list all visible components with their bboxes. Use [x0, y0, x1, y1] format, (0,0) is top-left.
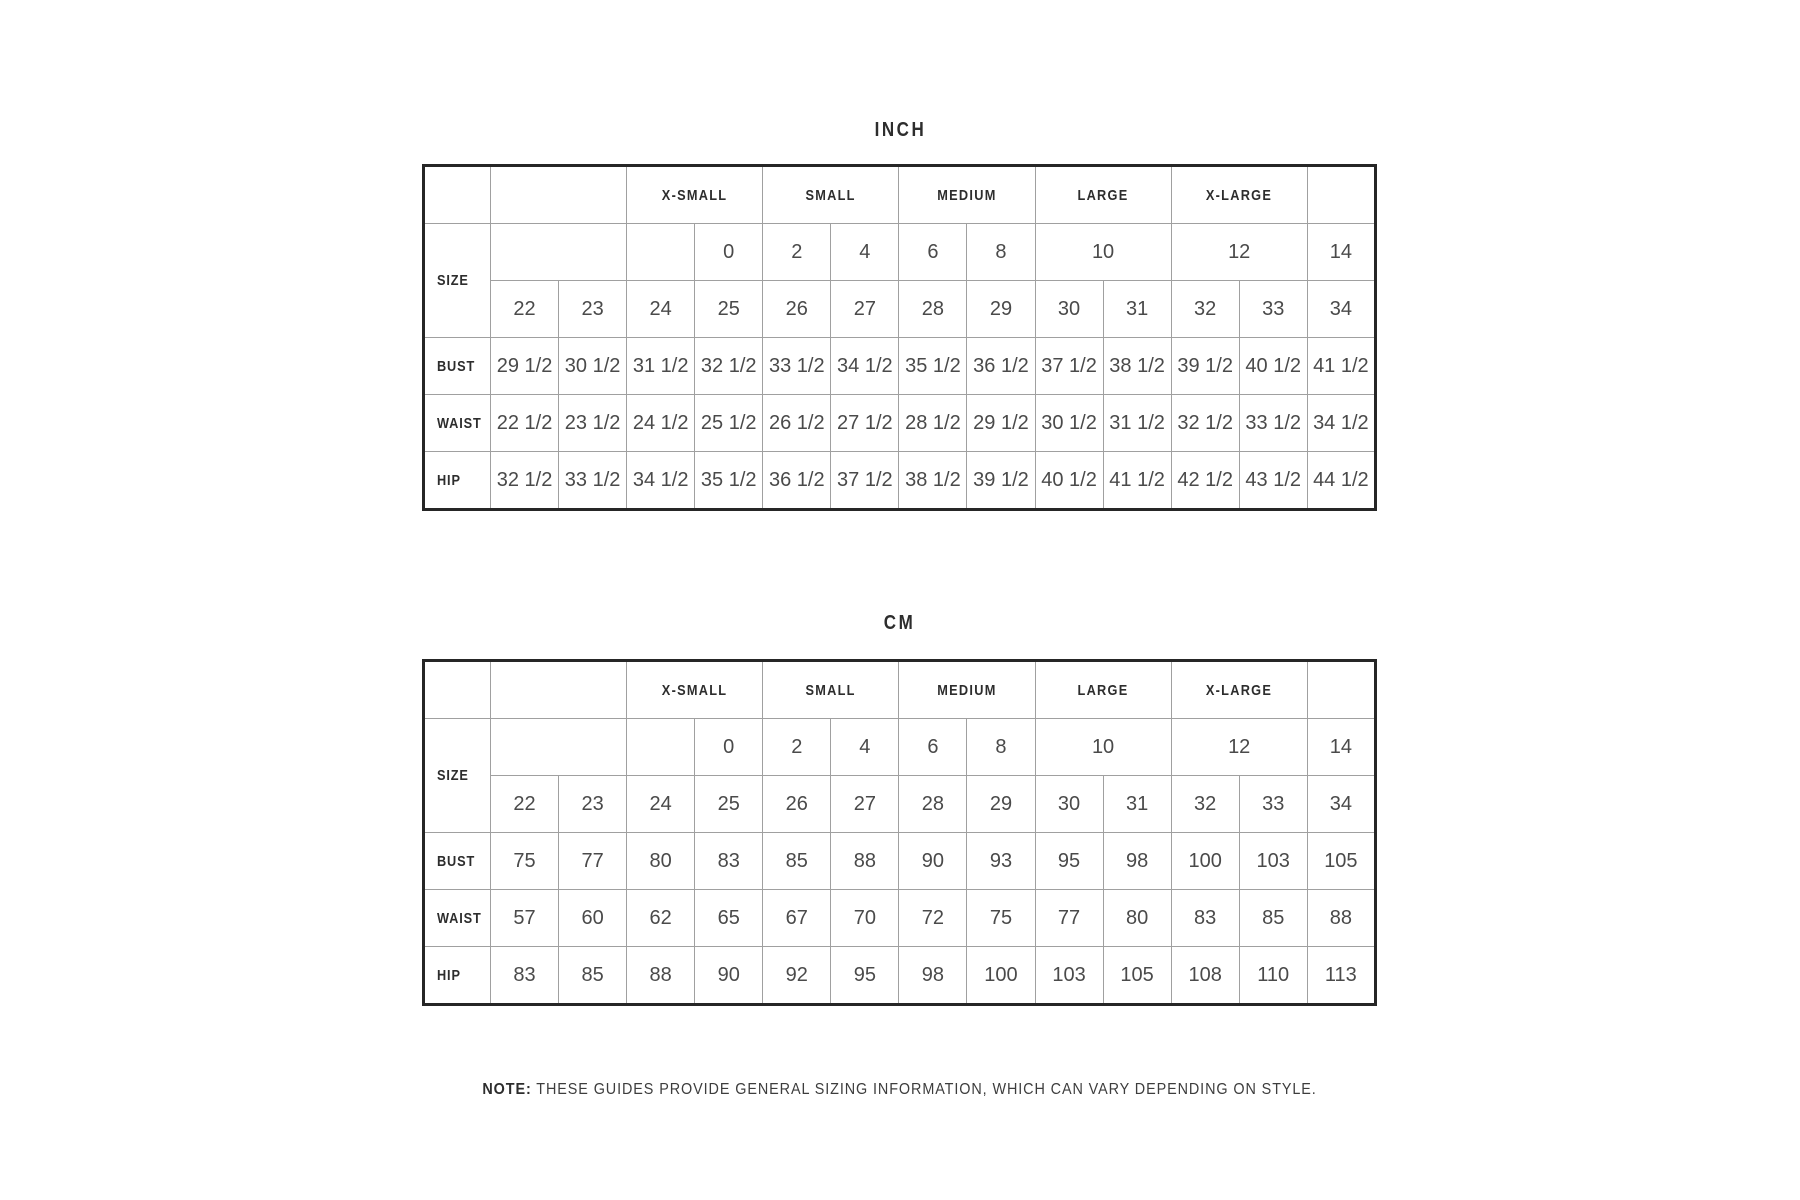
measurement-cell: 31 1/2	[1103, 395, 1171, 452]
measurement-row	[424, 452, 1376, 510]
measurement-cell: 83	[491, 947, 559, 1005]
size-cell: 30	[1035, 776, 1103, 833]
measurement-cell: 108	[1171, 947, 1239, 1005]
measurement-cell: 37 1/2	[831, 452, 899, 510]
measurement-cell: 75	[967, 890, 1035, 947]
measurement-cell: 60	[559, 890, 627, 947]
measurement-cell: 23 1/2	[559, 395, 627, 452]
measurement-label: HIP	[437, 471, 461, 489]
size-label: SIZE	[437, 272, 469, 289]
measurement-cell: 95	[831, 947, 899, 1005]
group-header-small	[763, 661, 899, 719]
measurement-cell: 29 1/2	[967, 395, 1035, 452]
measurement-label: WAIST	[437, 414, 482, 432]
measurement-cell: 67	[763, 890, 831, 947]
measurement-cell: 27 1/2	[831, 395, 899, 452]
measurement-row	[424, 890, 1376, 947]
group-header-large	[1035, 661, 1171, 719]
size-cell: 28	[899, 281, 967, 338]
row-label-size	[424, 224, 491, 338]
note-label: NOTE:	[482, 1081, 533, 1098]
size-cell: 33	[1239, 281, 1307, 338]
measurement-cell: 30 1/2	[1035, 395, 1103, 452]
numeric-size-cell: 6	[899, 719, 967, 776]
measurement-label: HIP	[437, 966, 461, 984]
measurement-cell: 25 1/2	[695, 395, 763, 452]
measurement-cell: 110	[1239, 947, 1307, 1005]
measurement-cell: 30 1/2	[559, 338, 627, 395]
group-header-large	[1035, 166, 1171, 224]
measurement-cell: 33 1/2	[763, 338, 831, 395]
measurement-cell: 77	[559, 833, 627, 890]
measurement-cell: 32 1/2	[695, 338, 763, 395]
size-cell: 29	[967, 776, 1035, 833]
numeric-size-cell: 8	[967, 719, 1035, 776]
group-header-label: X-SMALL	[661, 681, 728, 699]
corner-cell	[424, 166, 491, 224]
measurement-cell: 39 1/2	[1171, 338, 1239, 395]
numeric-size-row	[424, 224, 1376, 281]
measurement-cell: 40 1/2	[1035, 452, 1103, 510]
measurement-cell: 103	[1035, 947, 1103, 1005]
inch-table-container	[422, 164, 1379, 511]
group-header-label: SMALL	[805, 681, 856, 699]
measurement-cell: 43 1/2	[1239, 452, 1307, 510]
numeric-size-cell: 4	[831, 719, 899, 776]
size-cell: 26	[763, 776, 831, 833]
inch-title-text: INCH	[874, 119, 926, 141]
size-cell: 31	[1103, 281, 1171, 338]
size-cell: 34	[1307, 776, 1375, 833]
blank-cell	[627, 719, 695, 776]
measurement-cell: 41 1/2	[1307, 338, 1375, 395]
size-cell: 27	[831, 776, 899, 833]
group-header-blank	[1307, 661, 1375, 719]
measurement-cell: 88	[1307, 890, 1375, 947]
measurement-cell: 105	[1103, 947, 1171, 1005]
blank-cell	[491, 719, 627, 776]
numeric-size-cell: 0	[695, 719, 763, 776]
measurement-row	[424, 395, 1376, 452]
size-cell: 34	[1307, 281, 1375, 338]
numeric-size-cell: 8	[967, 224, 1035, 281]
size-table-cm	[422, 659, 1377, 1006]
numeric-size-row	[424, 719, 1376, 776]
measurement-cell: 28 1/2	[899, 395, 967, 452]
size-cell: 30	[1035, 281, 1103, 338]
numeric-size-cell: 6	[899, 224, 967, 281]
group-header-label: LARGE	[1077, 186, 1129, 204]
group-header-label: LARGE	[1077, 681, 1129, 699]
size-cell: 23	[559, 776, 627, 833]
cm-table-container	[422, 659, 1379, 1006]
measurement-row	[424, 338, 1376, 395]
group-header-label: X-LARGE	[1206, 681, 1273, 699]
measurement-cell: 95	[1035, 833, 1103, 890]
measurement-cell: 29 1/2	[491, 338, 559, 395]
cm-table-title	[0, 613, 1800, 633]
size-number-row	[424, 281, 1376, 338]
measurement-cell: 40 1/2	[1239, 338, 1307, 395]
measurement-cell: 22 1/2	[491, 395, 559, 452]
measurement-cell: 72	[899, 890, 967, 947]
group-header-blank	[491, 661, 627, 719]
measurement-cell: 24 1/2	[627, 395, 695, 452]
measurement-cell: 36 1/2	[967, 338, 1035, 395]
measurement-cell: 98	[899, 947, 967, 1005]
row-label-bust	[424, 338, 491, 395]
blank-cell	[491, 224, 627, 281]
note	[0, 1082, 1800, 1098]
measurement-cell: 42 1/2	[1171, 452, 1239, 510]
measurement-cell: 26 1/2	[763, 395, 831, 452]
measurement-cell: 75	[491, 833, 559, 890]
group-header-label: X-SMALL	[661, 186, 728, 204]
size-number-row	[424, 776, 1376, 833]
measurement-cell: 103	[1239, 833, 1307, 890]
numeric-size-cell: 4	[831, 224, 899, 281]
blank-cell	[627, 224, 695, 281]
group-header-label: MEDIUM	[937, 681, 997, 699]
group-header-label: X-LARGE	[1206, 186, 1273, 204]
numeric-size-cell: 0	[695, 224, 763, 281]
measurement-cell: 36 1/2	[763, 452, 831, 510]
measurement-cell: 38 1/2	[899, 452, 967, 510]
size-cell: 24	[627, 281, 695, 338]
measurement-row	[424, 947, 1376, 1005]
row-label-hip	[424, 947, 491, 1005]
row-label-hip	[424, 452, 491, 510]
measurement-cell: 83	[1171, 890, 1239, 947]
group-header-blank	[1307, 166, 1375, 224]
size-cell: 27	[831, 281, 899, 338]
size-cell: 33	[1239, 776, 1307, 833]
measurement-cell: 33 1/2	[1239, 395, 1307, 452]
group-header-row	[424, 166, 1376, 224]
measurement-cell: 80	[627, 833, 695, 890]
size-cell: 22	[491, 281, 559, 338]
size-label: SIZE	[437, 767, 469, 784]
inch-table-title	[0, 120, 1800, 140]
group-header-medium	[899, 166, 1035, 224]
measurement-cell: 38 1/2	[1103, 338, 1171, 395]
group-header-x-small	[627, 166, 763, 224]
measurement-cell: 39 1/2	[967, 452, 1035, 510]
numeric-size-cell: 14	[1307, 719, 1375, 776]
measurement-cell: 90	[695, 947, 763, 1005]
numeric-size-cell: 10	[1035, 719, 1171, 776]
measurement-cell: 33 1/2	[559, 452, 627, 510]
row-label-waist	[424, 395, 491, 452]
measurement-cell: 98	[1103, 833, 1171, 890]
size-cell: 31	[1103, 776, 1171, 833]
measurement-cell: 100	[1171, 833, 1239, 890]
numeric-size-cell: 14	[1307, 224, 1375, 281]
group-header-x-large	[1171, 661, 1307, 719]
measurement-cell: 34 1/2	[831, 338, 899, 395]
size-cell: 24	[627, 776, 695, 833]
group-header-small	[763, 166, 899, 224]
group-header-blank	[491, 166, 627, 224]
measurement-cell: 105	[1307, 833, 1375, 890]
group-header-label: SMALL	[805, 186, 856, 204]
measurement-cell: 85	[763, 833, 831, 890]
measurement-cell: 77	[1035, 890, 1103, 947]
size-table-inch	[422, 164, 1377, 511]
size-cell: 32	[1171, 776, 1239, 833]
measurement-cell: 85	[1239, 890, 1307, 947]
measurement-cell: 44 1/2	[1307, 452, 1375, 510]
measurement-cell: 57	[491, 890, 559, 947]
measurement-cell: 35 1/2	[695, 452, 763, 510]
group-header-label: MEDIUM	[937, 186, 997, 204]
row-label-bust	[424, 833, 491, 890]
row-label-waist	[424, 890, 491, 947]
numeric-size-cell: 12	[1171, 224, 1307, 281]
measurement-row	[424, 833, 1376, 890]
measurement-cell: 37 1/2	[1035, 338, 1103, 395]
measurement-cell: 32 1/2	[491, 452, 559, 510]
corner-cell	[424, 661, 491, 719]
note-text: THESE GUIDES PROVIDE GENERAL SIZING INFORMATION, WHICH CAN VARY DEPENDING ON STYLE.	[532, 1081, 1318, 1098]
measurement-cell: 88	[627, 947, 695, 1005]
measurement-cell: 83	[695, 833, 763, 890]
measurement-cell: 34 1/2	[1307, 395, 1375, 452]
note-inner	[483, 1082, 1317, 1098]
measurement-cell: 70	[831, 890, 899, 947]
measurement-cell: 31 1/2	[627, 338, 695, 395]
size-cell: 29	[967, 281, 1035, 338]
numeric-size-cell: 12	[1171, 719, 1307, 776]
measurement-cell: 35 1/2	[899, 338, 967, 395]
size-cell: 28	[899, 776, 967, 833]
measurement-cell: 90	[899, 833, 967, 890]
size-cell: 22	[491, 776, 559, 833]
measurement-cell: 32 1/2	[1171, 395, 1239, 452]
measurement-cell: 88	[831, 833, 899, 890]
numeric-size-cell: 2	[763, 719, 831, 776]
measurement-cell: 80	[1103, 890, 1171, 947]
group-header-medium	[899, 661, 1035, 719]
measurement-label: WAIST	[437, 909, 482, 927]
measurement-label: BUST	[437, 852, 476, 870]
size-cell: 23	[559, 281, 627, 338]
group-header-x-small	[627, 661, 763, 719]
size-cell: 32	[1171, 281, 1239, 338]
cm-title-text: CM	[884, 612, 916, 634]
numeric-size-cell: 10	[1035, 224, 1171, 281]
measurement-cell: 93	[967, 833, 1035, 890]
numeric-size-cell: 2	[763, 224, 831, 281]
size-cell: 25	[695, 776, 763, 833]
row-label-size	[424, 719, 491, 833]
measurement-cell: 65	[695, 890, 763, 947]
measurement-cell: 41 1/2	[1103, 452, 1171, 510]
measurement-cell: 113	[1307, 947, 1375, 1005]
measurement-cell: 85	[559, 947, 627, 1005]
measurement-cell: 100	[967, 947, 1035, 1005]
measurement-cell: 62	[627, 890, 695, 947]
measurement-cell: 34 1/2	[627, 452, 695, 510]
group-header-row	[424, 661, 1376, 719]
measurement-cell: 92	[763, 947, 831, 1005]
size-cell: 25	[695, 281, 763, 338]
group-header-x-large	[1171, 166, 1307, 224]
size-cell: 26	[763, 281, 831, 338]
measurement-label: BUST	[437, 357, 476, 375]
